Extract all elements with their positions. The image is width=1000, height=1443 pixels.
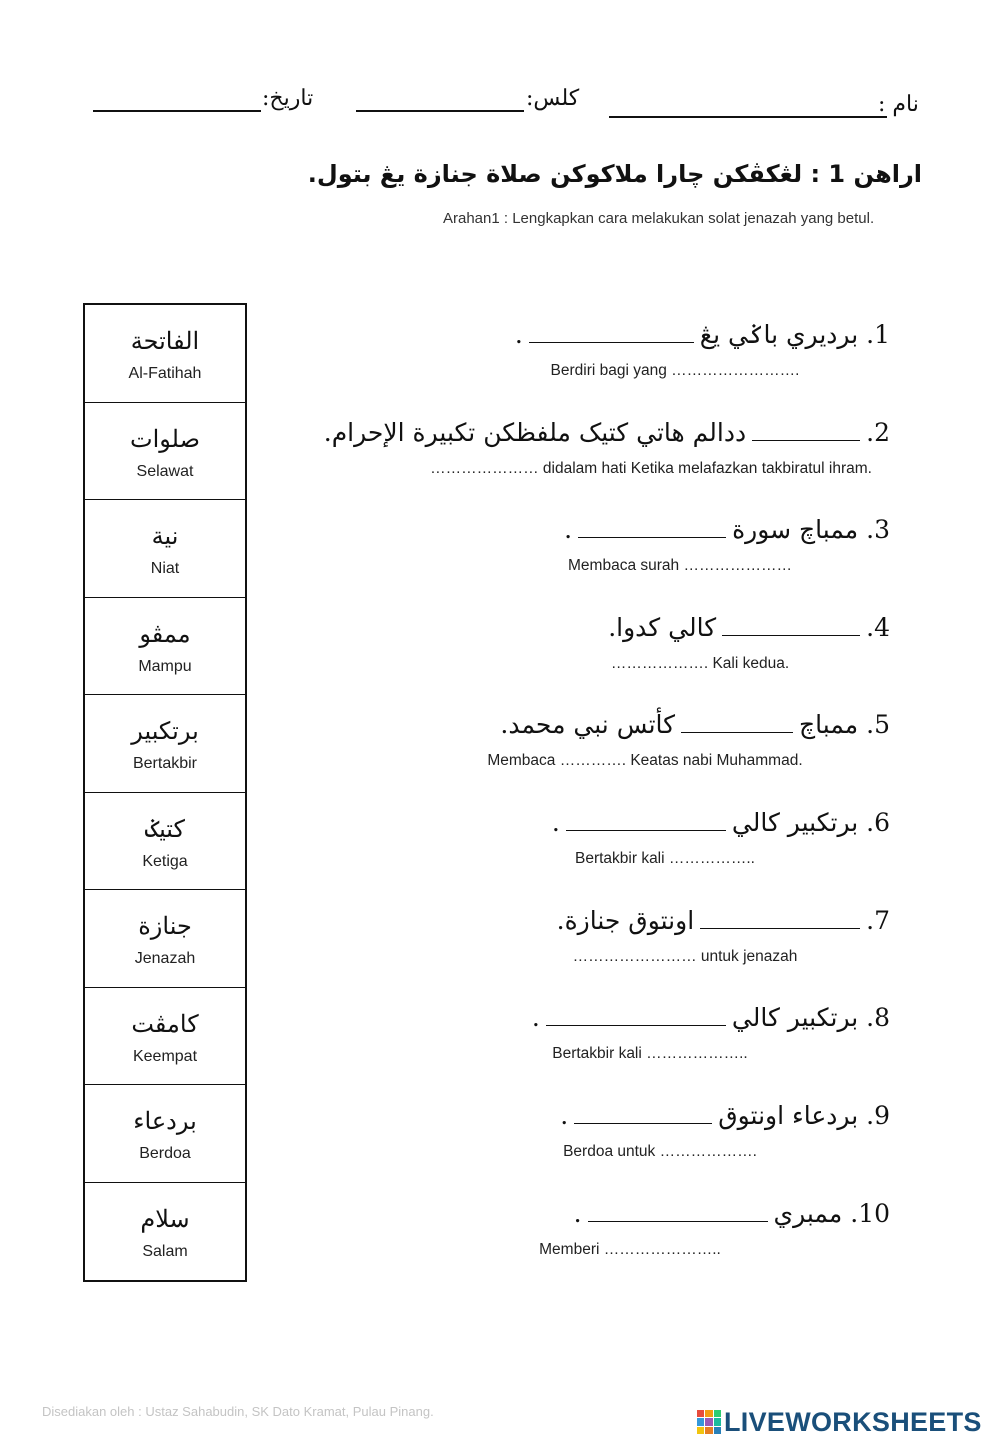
name-label: نام :: [878, 92, 919, 117]
word-bank-item[interactable]: [85, 500, 245, 598]
credit-text: Disediakan oleh : Ustaz Sahabudin, SK Dato Kramat, Pulau Pinang.: [42, 1404, 434, 1419]
word-rumi: Bertakbir: [132, 755, 198, 773]
answer-blank[interactable]: [574, 1103, 712, 1124]
answer-blank[interactable]: [681, 712, 793, 733]
question-jawi-before: 6. برتكبير كالي: [731, 808, 890, 837]
question-jawi-before: 9. بردعاء اونتوق: [718, 1101, 890, 1130]
word-jawi: جنازة: [138, 912, 192, 941]
word-rumi: Salam: [142, 1243, 188, 1261]
question-8: [330, 1001, 890, 1063]
question-rumi: Bertakbir kali ………………..: [552, 1045, 748, 1062]
answer-blank[interactable]: [700, 908, 860, 929]
class-label: كلس:: [526, 86, 580, 111]
question-9: [330, 1099, 890, 1161]
word-jawi: كامڤت: [131, 1009, 199, 1038]
question-rumi: Membaca …………. Keatas nabi Muhammad.: [487, 752, 803, 769]
question-jawi-before: 5. ممباچ: [799, 710, 890, 739]
instruction-title-rumi: Arahan1 : Lengkapkan cara melakukan solat jenazah yang betul.: [443, 210, 875, 227]
question-jawi-after: .: [514, 320, 523, 349]
word-jawi: نية: [151, 522, 179, 551]
word-bank-item[interactable]: [85, 1085, 245, 1183]
question-jawi-after: .: [560, 1101, 569, 1130]
word-bank-item[interactable]: [85, 793, 245, 891]
question-1: [330, 318, 890, 380]
brand-name: LIVEWORKSHEETS: [724, 1406, 982, 1437]
question-jawi-after: كأتس نبي محمد.: [500, 710, 676, 739]
name-field[interactable]: [609, 116, 887, 118]
question-rumi: ………………… didalam hati Ketika melafazkan takbiratul ihram.: [430, 460, 872, 477]
question-rumi: …………………… untuk jenazah: [572, 948, 798, 965]
word-rumi: Selawat: [136, 462, 194, 480]
instruction-title-jawi: اراهن 1 : لڠكڤكن چارا ملاكوكن صلاة جنازة يڠ بتول.: [307, 160, 922, 188]
liveworksheets-brand[interactable]: [697, 1405, 982, 1439]
answer-blank[interactable]: [546, 1005, 726, 1026]
answer-blank[interactable]: [566, 810, 726, 831]
word-jawi: الفاتحة: [130, 327, 200, 356]
question-rumi: Berdiri bagi yang …………………….: [550, 362, 800, 379]
word-jawi: سلام: [140, 1205, 190, 1234]
question-jawi-after: ددالم هاتي كتيک ملفظكن تكبيرة الإحرام.: [323, 418, 747, 447]
class-field[interactable]: [356, 110, 524, 112]
question-rumi: ………………. Kali kedua.: [610, 655, 790, 672]
word-jawi: صلوات: [130, 424, 200, 453]
question-rumi: Memberi …………………..: [539, 1241, 721, 1258]
word-bank-item[interactable]: [85, 695, 245, 793]
question-jawi-after: كالي كدوا.: [608, 613, 717, 642]
answer-blank[interactable]: [722, 615, 860, 636]
question-jawi-after: اونتوق جنازة.: [556, 906, 695, 935]
date-label: تاريخ:: [262, 86, 314, 111]
word-rumi: Al-Fatihah: [128, 365, 202, 383]
answer-blank[interactable]: [529, 322, 694, 343]
word-rumi: Mampu: [138, 657, 192, 675]
date-field[interactable]: [93, 110, 261, 112]
word-bank-item[interactable]: [85, 890, 245, 988]
question-jawi-before: 8. برتكبير كالي: [731, 1003, 890, 1032]
question-jawi-before: 1. برديري باݢي يڠ: [699, 320, 890, 349]
word-jawi: ممڤو: [139, 619, 191, 648]
word-jawi: بردعاء: [133, 1107, 197, 1136]
question-6: [330, 806, 890, 868]
word-bank-item[interactable]: [85, 598, 245, 696]
question-jawi-before: 4.: [866, 613, 890, 642]
word-rumi: Keempat: [132, 1047, 198, 1065]
question-jawi-before: 7.: [866, 906, 890, 935]
question-3: [330, 513, 890, 575]
question-10: [330, 1197, 890, 1259]
word-jawi: برتكبير: [131, 717, 199, 746]
liveworksheets-logo-icon: [697, 1410, 721, 1434]
answer-blank[interactable]: [588, 1201, 768, 1222]
question-rumi: Berdoa untuk ……………….: [563, 1143, 757, 1160]
question-jawi-before: 3. ممباچ سورة: [732, 515, 890, 544]
word-bank-item[interactable]: [85, 305, 245, 403]
answer-blank[interactable]: [578, 517, 726, 538]
question-jawi-after: .: [573, 1199, 582, 1228]
question-jawi-after: .: [531, 1003, 540, 1032]
question-rumi: Bertakbir kali ……………..: [574, 850, 755, 867]
question-jawi-before: 2.: [866, 418, 890, 447]
question-rumi: Membaca surah …………………: [568, 557, 792, 574]
word-bank-item[interactable]: [85, 1183, 245, 1281]
question-7: [330, 904, 890, 966]
question-4: [330, 611, 890, 673]
word-rumi: Niat: [150, 560, 180, 578]
question-jawi-before: 10. ممبري: [773, 1199, 890, 1228]
answer-blank[interactable]: [752, 420, 860, 441]
word-rumi: Jenazah: [134, 950, 196, 968]
question-2: [250, 416, 890, 478]
word-jawi: كتيݢ: [145, 814, 185, 843]
question-jawi-after: .: [551, 808, 560, 837]
word-bank-item[interactable]: [85, 403, 245, 501]
word-bank-item[interactable]: [85, 988, 245, 1086]
question-5: [330, 708, 890, 770]
word-bank-table: [83, 303, 247, 1282]
word-rumi: Berdoa: [139, 1145, 191, 1163]
question-jawi-after: .: [564, 515, 573, 544]
word-rumi: Ketiga: [142, 852, 188, 870]
